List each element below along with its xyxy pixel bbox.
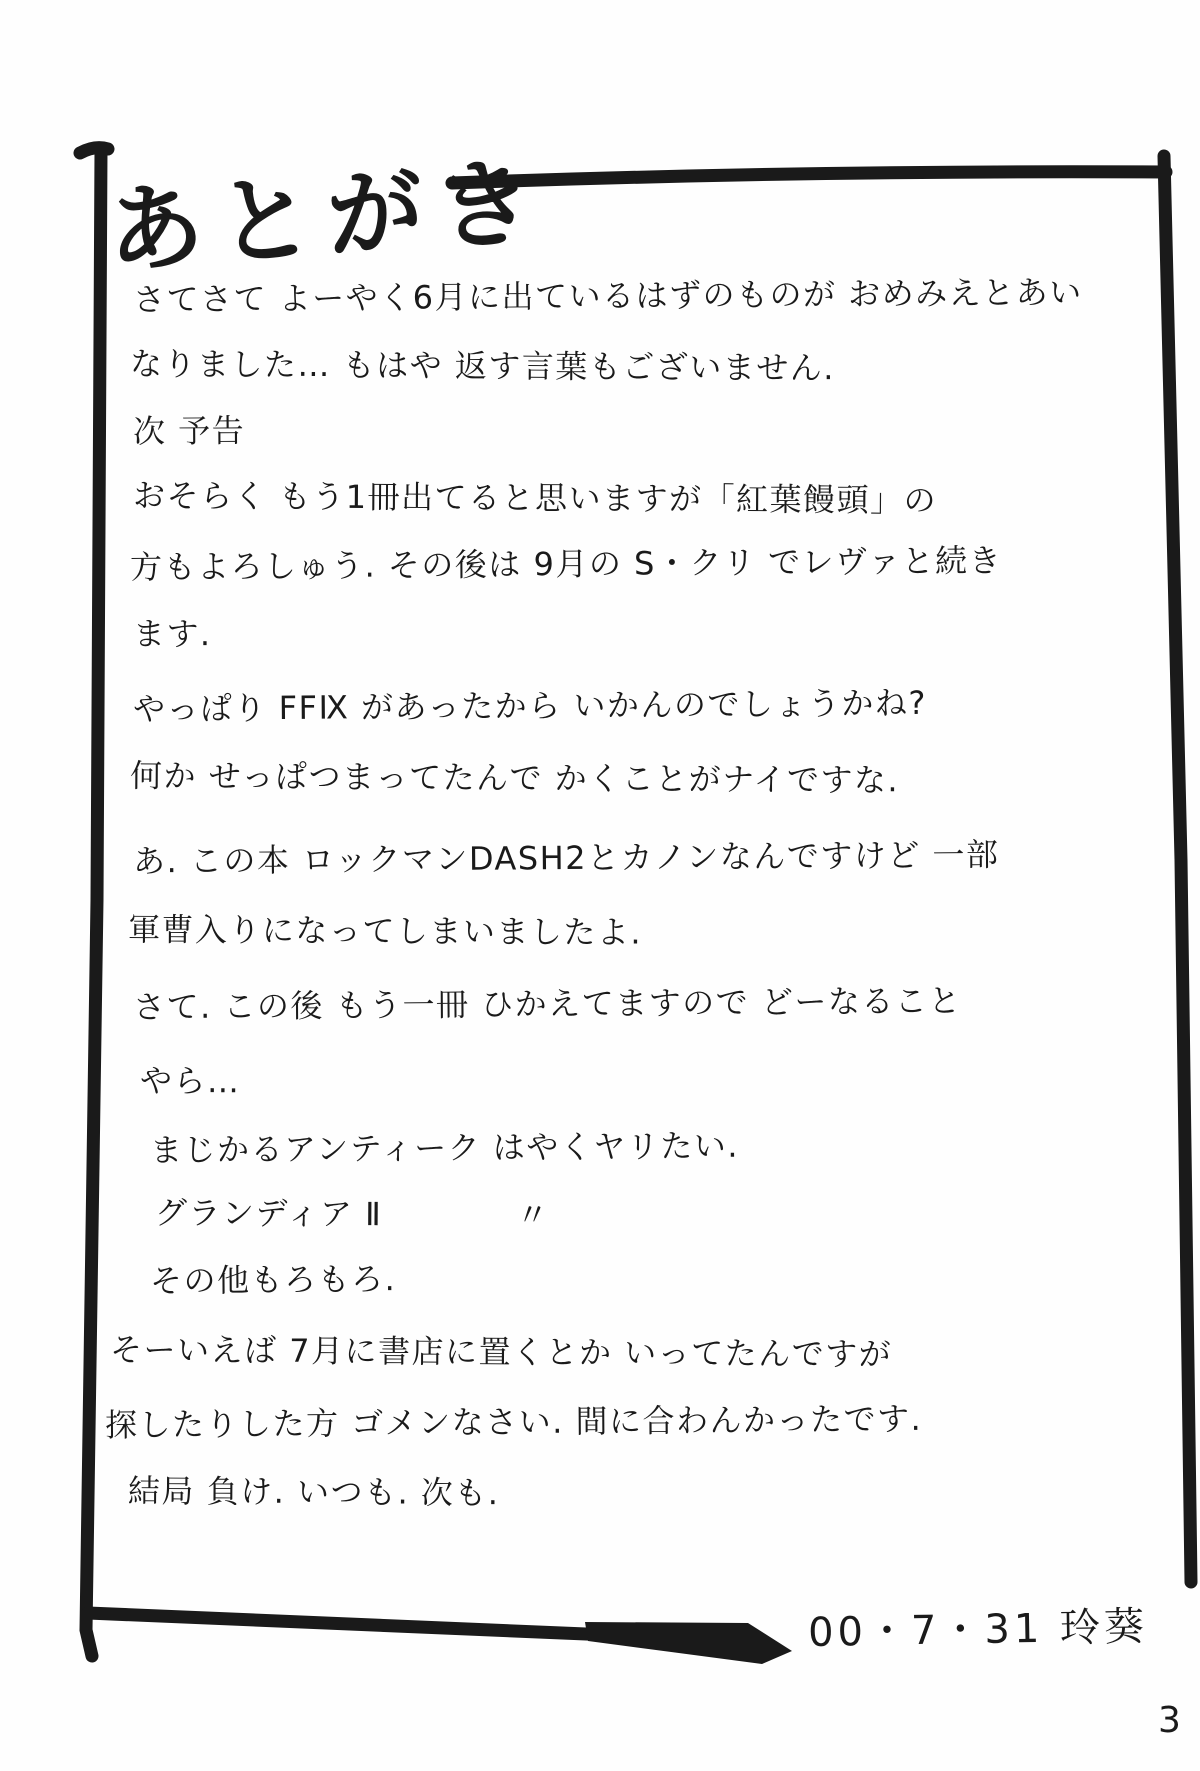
- border-right: [1164, 156, 1191, 1582]
- border-bottom: [88, 1613, 610, 1635]
- page-title: あとがき: [103, 145, 551, 289]
- afterword-line: グランディア Ⅱ 〃: [154, 1193, 550, 1235]
- afterword-line: まじかるアンティーク はやくヤリたい.: [149, 1126, 740, 1170]
- afterword-line: さて. この後 もう一冊 ひかえてますので どーなること: [132, 981, 963, 1027]
- border-top-left-nub: [80, 148, 108, 153]
- border-bottom-brush-tip: [585, 1622, 792, 1664]
- afterword-line: 軍曹入りになってしまいましたよ.: [127, 910, 643, 952]
- afterword-line: ます.: [132, 614, 212, 654]
- page-number: 3: [1158, 1700, 1181, 1741]
- afterword-line: おそらく もう1冊出てると思いますが「紅葉饅頭」の: [132, 476, 938, 520]
- afterword-line: 結局 負け. いつも. 次も.: [127, 1471, 500, 1513]
- afterword-line: 次 予告: [132, 411, 246, 451]
- date-signature: 00・7・31 玲葵: [807, 1604, 1149, 1656]
- afterword-line: 何か せっぱつまってたんで かくことがナイですな.: [129, 756, 900, 800]
- afterword-line: やっぱり FFⅨ があったから いかんのでしょうかね?: [132, 683, 927, 729]
- afterword-line: さてさて よーやく6月に出ているはずのものが おめみえとあい: [132, 273, 1083, 319]
- afterword-line: あ. この本 ロックマンDASH2とカノンなんですけど 一部: [132, 835, 1000, 881]
- afterword-line: 方もよろしゅう. その後は 9月の S・クリ でレヴァと続き: [129, 541, 1003, 587]
- afterword-line: やら…: [139, 1061, 241, 1101]
- border-top: [452, 172, 1166, 183]
- afterword-line: 探したりした方 ゴメンなさい. 間に合わんかったです.: [104, 1399, 923, 1445]
- border-left: [86, 150, 101, 1656]
- afterword-line: その他もろもろ.: [149, 1260, 397, 1300]
- afterword-line: そーいえば 7月に書店に置くとか いってたんですが: [109, 1330, 893, 1374]
- afterword-line: なりました… もはや 返す言葉もございません.: [129, 344, 836, 388]
